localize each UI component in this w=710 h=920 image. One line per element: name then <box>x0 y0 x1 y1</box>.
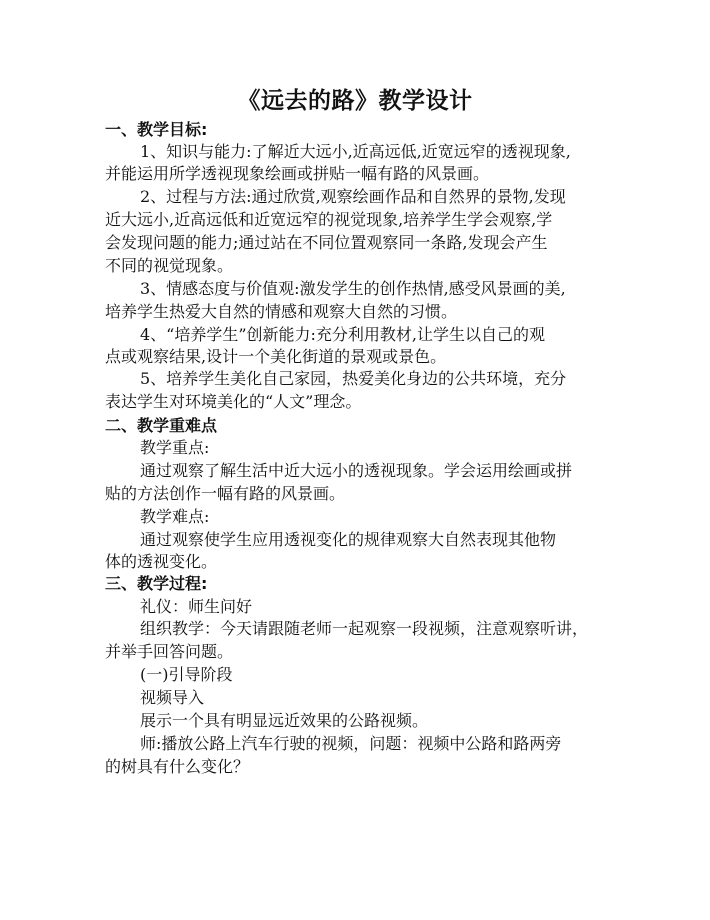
text-line: 展示一个具有明显远近效果的公路视频。 <box>140 711 429 730</box>
text-line: 体的透视变化。 <box>105 552 218 571</box>
text-line: 培养学生热爱大自然的情感和观察大自然的习惯。 <box>105 302 458 321</box>
document-title: 《远去的路》教学设计 <box>237 87 473 114</box>
section-heading: 三、教学过程: <box>105 574 208 593</box>
text-line: 教学难点: <box>140 507 210 526</box>
text-line: 师:播放公路上汽车行驶的视频，问题：视频中公路和路两旁 <box>140 734 562 753</box>
text-line: (一)引导阶段 <box>140 665 233 684</box>
text-line: 点或观察结果,设计一个美化街道的景观或景色。 <box>105 347 447 366</box>
text-line: 并能运用所学透视现象绘画或拼贴一幅有路的风景画。 <box>105 164 490 183</box>
text-line: 1、知识与能力:了解近大远小,近高远低,近宽远窄的透视现象, <box>140 142 571 161</box>
text-line: 并举手回答问题。 <box>105 642 234 661</box>
text-line: 通过观察了解生活中近大远小的透视现象。学会运用绘画或拼 <box>140 461 573 480</box>
text-line: 组织教学：今天请跟随老师一起观察一段视频，注意观察听讲， <box>140 619 589 638</box>
section-heading: 二、教学重难点 <box>105 416 218 435</box>
text-line: 近大远小,近高远低和近宽远窄的视觉现象,培养学生学会观察,学 <box>105 210 553 229</box>
text-line: 贴的方法创作一幅有路的风景画。 <box>105 484 346 503</box>
text-line: 3、情感态度与价值观:激发学生的创作热情,感受风景画的美, <box>140 279 566 298</box>
text-line: 教学重点: <box>140 438 210 457</box>
text-line: 2、过程与方法:通过欣赏,观察绘画作品和自然界的景物,发现 <box>140 187 566 206</box>
text-line: 4、“培养学生”创新能力:充分利用教材,让学生以自己的观 <box>140 325 546 344</box>
text-line: 不同的视觉现象。 <box>105 256 234 275</box>
section-heading: 一、教学目标: <box>105 120 208 139</box>
text-line: 5、培养学生美化自己家园，热爱美化身边的公共环境，充分 <box>140 369 567 388</box>
text-line: 通过观察使学生应用透视变化的规律观察大自然表现其他物 <box>140 530 557 549</box>
text-line: 会发现问题的能力;通过站在不同位置观察同一条路,发现会产生 <box>105 233 548 252</box>
text-line: 礼仪：师生问好 <box>140 597 253 616</box>
text-line: 视频导入 <box>140 688 205 707</box>
text-line: 的树具有什么变化？ <box>105 757 250 776</box>
text-line: 表达学生对环境美化的“人文”理念。 <box>105 392 362 411</box>
